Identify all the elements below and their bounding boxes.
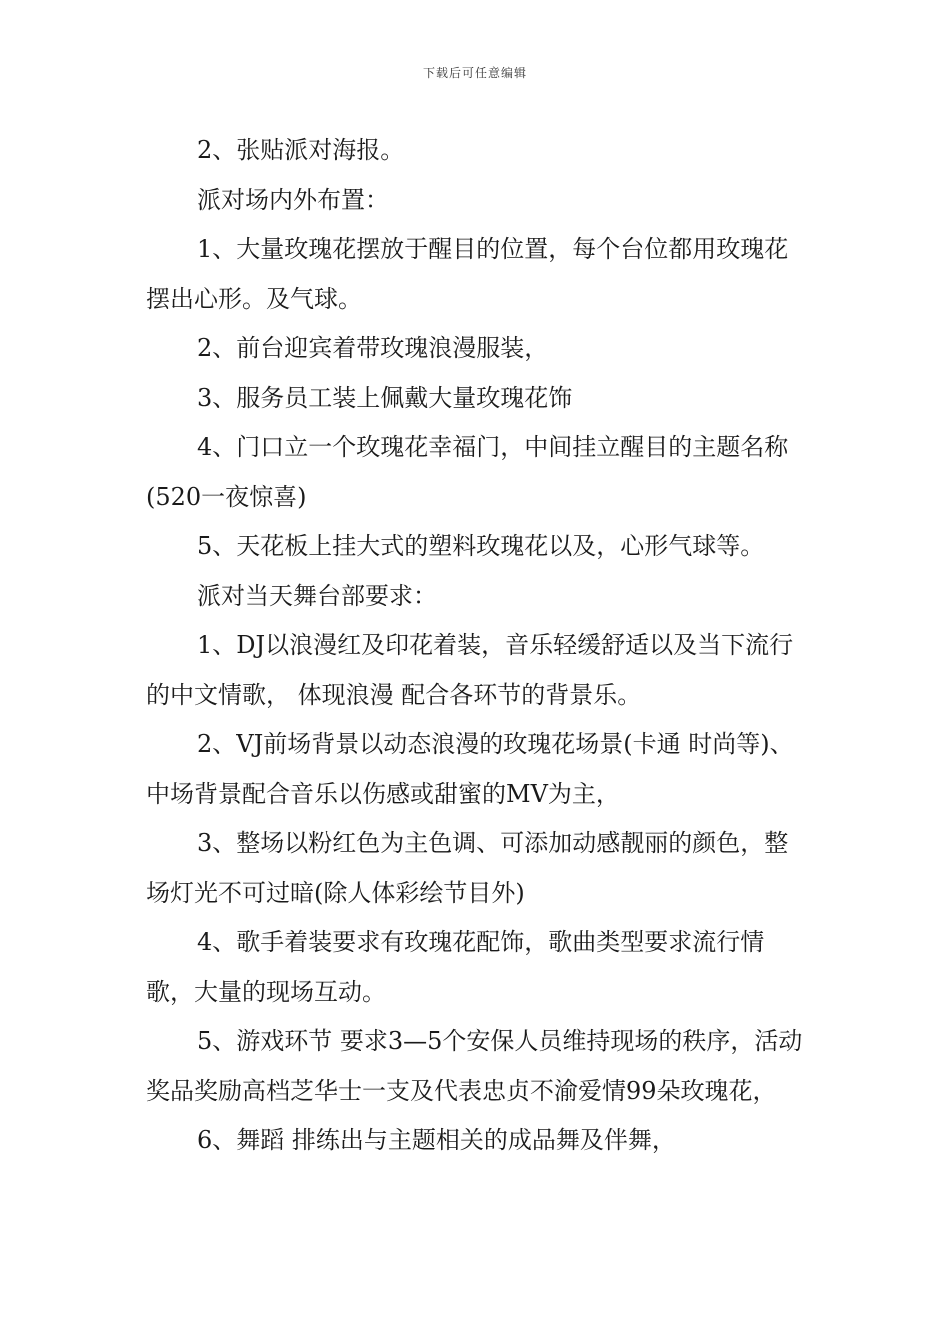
paragraph-roses: 1、大量玫瑰花摆放于醒目的位置，每个台位都用玫瑰花摆出心形。及气球。 (146, 235, 789, 313)
paragraph-vj: 2、VJ前场背景以动态浪漫的玫瑰花场景(卡通 时尚等)、中场背景配合音乐以伤感或甜蜜的MV为主， (146, 730, 794, 808)
page-header: 下载后可任意编辑 (422, 66, 527, 80)
paragraph-stage-heading: 派对当天舞台部要求： (197, 581, 437, 610)
paragraph-singer: 4、歌手着装要求有玫瑰花配饰，歌曲类型要求流行情歌，大量的现场互动。 (146, 928, 765, 1006)
paragraph-staff: 3、服务员工装上佩戴大量玫瑰花饰 (197, 383, 573, 412)
paragraph-venue-heading: 派对场内外布置： (197, 185, 389, 214)
paragraph-dj: 1、DJ以浪漫红及印花着装，音乐轻缓舒适以及当下流行的中文情歌， 体现浪漫 配合各环节的背景乐。 (146, 631, 794, 709)
paragraph-games: 5、游戏环节 要求3—5个安保人员维持现场的秩序，活动奖品奖励高档芝华士一支及代表忠贞不渝爱情99朵玫瑰花， (146, 1027, 803, 1105)
paragraph-dance: 6、舞蹈 排练出与主题相关的成品舞及伴舞， (197, 1126, 676, 1154)
paragraph-ceiling: 5、天花板上挂大式的塑料玫瑰花以及，心形气球等。 (197, 532, 765, 560)
paragraph-lighting: 3、整场以粉红色为主色调、可添加动感靓丽的颜色，整场灯光不可过暗(除人体彩绘节目外) (146, 829, 789, 907)
document-body (146, 126, 810, 1166)
paragraph-entrance-gate: 4、门口立一个玫瑰花幸福门，中间挂立醒目的主题名称(520一夜惊喜) (146, 433, 789, 511)
paragraph-poster: 2、张贴派对海报。 (197, 136, 405, 164)
paragraph-reception: 2、前台迎宾着带玫瑰浪漫服装， (197, 334, 549, 362)
